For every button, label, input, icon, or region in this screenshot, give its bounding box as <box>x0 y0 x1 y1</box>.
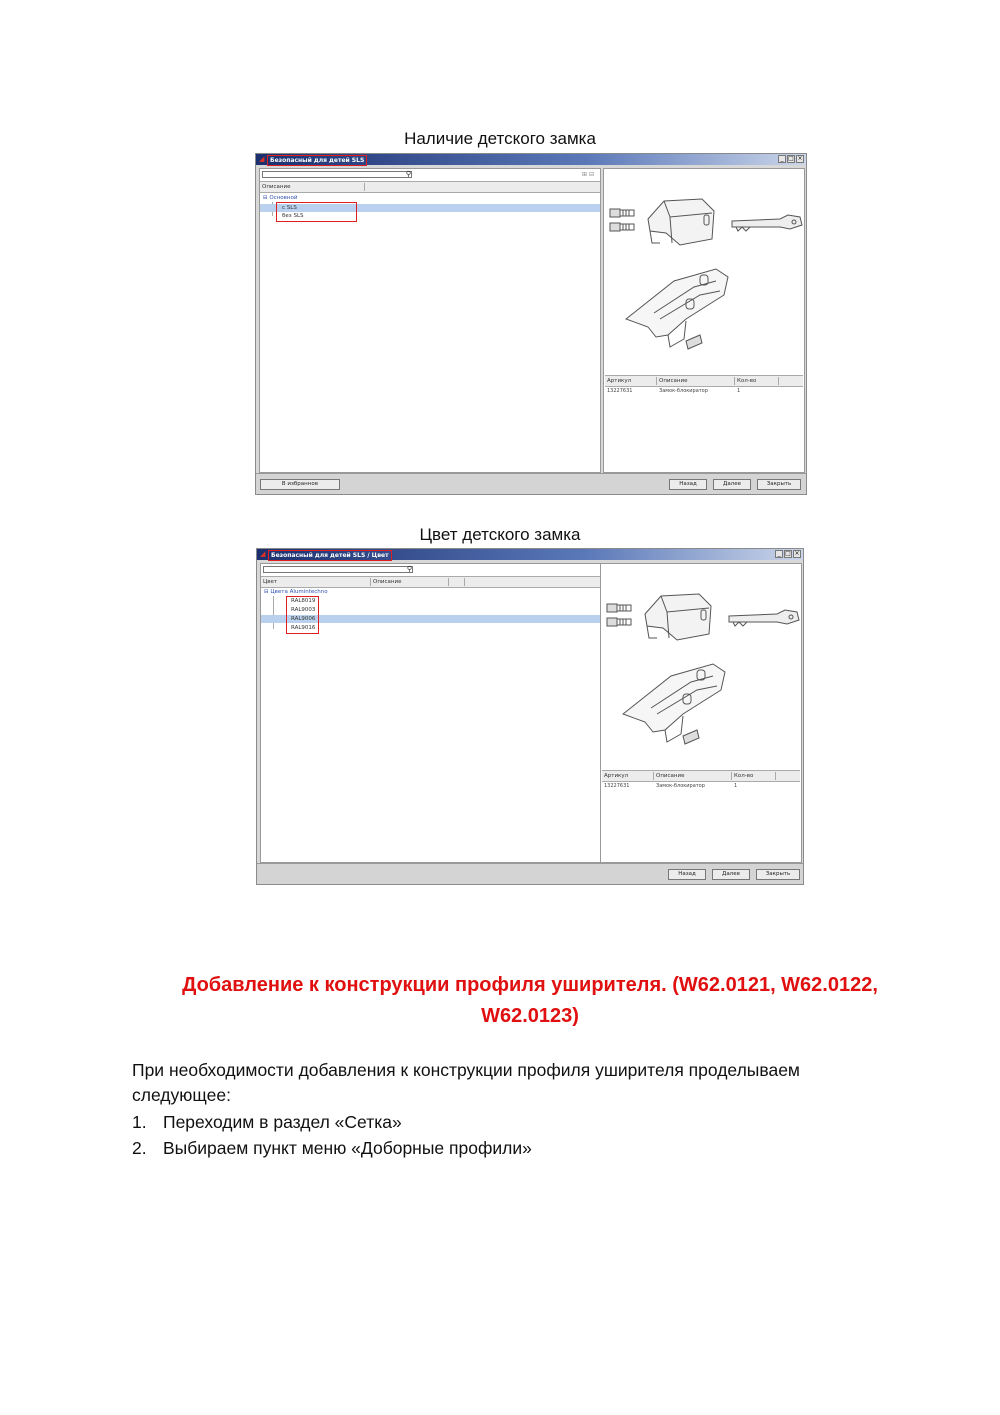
window-button-bar <box>256 473 806 494</box>
column-header-description[interactable]: Описание <box>657 377 735 385</box>
list-item <box>132 1136 532 1161</box>
tree-item-ral9003[interactable]: RAL9003 <box>291 607 316 613</box>
column-header-quantity[interactable]: Кол-во <box>732 772 776 780</box>
tree-root-label: Основной <box>269 195 298 201</box>
section-heading-line1: Добавление к конструкции профиля уширителя. (W62.0121, W62.0122, <box>182 974 878 996</box>
table-row[interactable] <box>602 782 800 790</box>
list-item-text: Переходим в раздел «Сетка» <box>163 1112 402 1132</box>
window-button-bar <box>257 863 803 884</box>
search-input[interactable] <box>263 566 413 573</box>
close-window-button[interactable]: × <box>794 550 800 557</box>
child-lock-window <box>255 153 807 495</box>
maximize-button[interactable]: □ <box>788 155 794 162</box>
tree-item-without-sls[interactable]: без SLS <box>282 213 304 219</box>
app-icon: ◢ <box>259 155 265 163</box>
minimize-button[interactable]: _ <box>778 155 786 163</box>
caption-child-lock-presence: Наличие детского замка <box>404 129 596 148</box>
close-button[interactable]: Закрыть <box>756 869 800 880</box>
close-button[interactable]: Закрыть <box>757 479 801 490</box>
back-button[interactable]: Назад <box>668 869 706 880</box>
column-header-description[interactable]: Описание <box>260 183 365 191</box>
tree-root-label: Цвета Alumintechno <box>270 589 328 595</box>
next-button[interactable]: Далее <box>712 869 750 880</box>
window-titlebar <box>256 154 806 165</box>
cell-article: 13227631 <box>604 783 630 789</box>
window-titlebar <box>257 549 803 560</box>
column-header-row <box>261 576 601 588</box>
tree-item-ral8019[interactable]: RAL8019 <box>291 598 316 604</box>
tree-item-with-sls[interactable]: с SLS <box>260 204 600 212</box>
annotation-box <box>276 202 357 222</box>
child-lock-color-window <box>256 548 804 885</box>
list-item-text: Выбираем пункт меню «Доборные профили» <box>163 1138 532 1158</box>
add-to-favorites-button[interactable]: В избранное <box>260 479 340 490</box>
parts-table-header <box>602 770 800 782</box>
search-icon[interactable]: ⚲ <box>406 565 412 573</box>
lock-parts-illustration <box>601 564 801 769</box>
lock-parts-illustration <box>604 169 804 374</box>
column-header-article[interactable]: Артикул <box>605 377 657 385</box>
list-item-number: 2. <box>132 1138 147 1158</box>
list-item <box>132 1110 402 1135</box>
intro-paragraph: При необходимости добавления к конструкции профиля уширителя проделываем следующее: <box>132 1060 800 1105</box>
close-window-button[interactable]: × <box>797 155 803 162</box>
column-header-description[interactable]: Описание <box>654 772 732 780</box>
column-header-quantity[interactable]: Кол-во <box>735 377 779 385</box>
column-header-article[interactable]: Артикул <box>602 772 654 780</box>
hardware-preview-image <box>604 169 804 374</box>
caption-child-lock-color: Цвет детского замка <box>419 525 581 544</box>
section-heading-line2: W62.0123) <box>481 1005 579 1027</box>
section-heading <box>140 970 920 1032</box>
cell-quantity: 1 <box>734 783 738 789</box>
tree-root[interactable]: ⊟ Основной <box>263 195 298 201</box>
search-input[interactable] <box>262 171 412 178</box>
tree-item-ral9016[interactable]: RAL9016 <box>291 625 316 631</box>
parts-table-header <box>605 375 803 387</box>
cell-quantity: 1 <box>737 388 741 394</box>
annotation-box <box>286 596 319 634</box>
next-button[interactable]: Далее <box>713 479 751 490</box>
preview-pane <box>600 563 802 863</box>
cell-article: 13227631 <box>607 388 633 394</box>
minimize-button[interactable]: _ <box>775 550 783 558</box>
tree-root[interactable]: ⊟ Цвета Alumintechno <box>264 589 328 595</box>
column-header-row <box>260 181 600 193</box>
search-icon[interactable]: ⚲ <box>405 170 411 178</box>
app-icon: ◢ <box>260 550 266 558</box>
tree-item-ral9006[interactable]: RAL9006 <box>261 615 601 623</box>
preview-pane <box>603 168 805 473</box>
maximize-button[interactable]: □ <box>785 550 791 557</box>
back-button[interactable]: Назад <box>669 479 707 490</box>
column-header-description[interactable]: Описание <box>371 578 449 586</box>
list-item-number: 1. <box>132 1112 147 1132</box>
window-title: Безопасный для детей SLS / Цвет <box>268 550 392 561</box>
window-title: Безопасный для детей SLS <box>267 155 367 166</box>
view-toggle-icons[interactable]: ⊞ ⊟ <box>582 171 594 178</box>
column-header-empty[interactable] <box>449 578 465 586</box>
table-row[interactable] <box>605 387 803 395</box>
hardware-preview-image <box>601 564 801 769</box>
cell-description: Замок-блокиратор <box>659 388 708 394</box>
color-tree-pane <box>260 563 602 863</box>
cell-description: Замок-блокиратор <box>656 783 705 789</box>
column-header-color[interactable]: Цвет <box>261 578 371 586</box>
options-tree-pane <box>259 168 601 473</box>
